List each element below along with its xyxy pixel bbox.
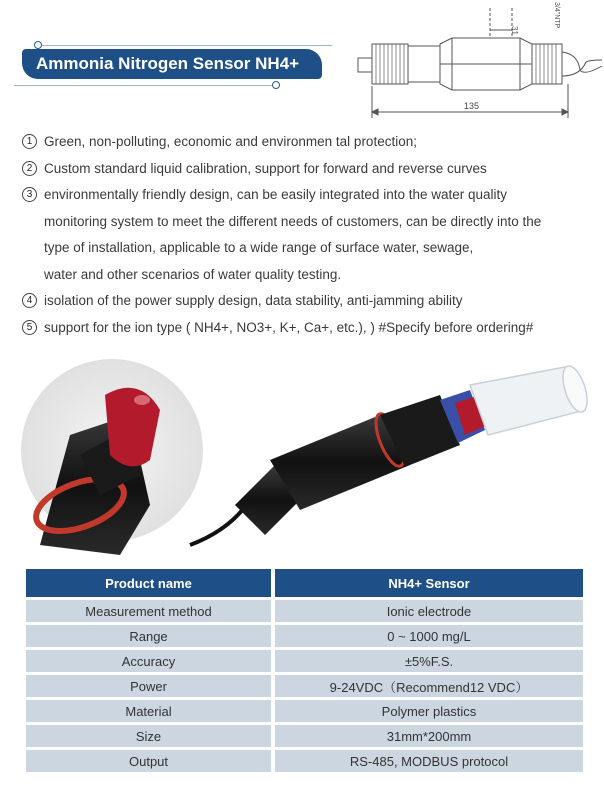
table-row (26, 650, 583, 672)
spec-table (22, 566, 587, 775)
sensor-photo (0, 355, 604, 555)
table-label-cell: Measurement method (26, 600, 271, 622)
table-value-cell: Ionic electrode (275, 600, 583, 622)
feature-text: support for the ion type ( NH4+, NO3+, K+, Ca+, etc.), ) #Specify before ordering# (44, 319, 534, 335)
title-dot-bottom (272, 81, 280, 89)
table-label-cell: Output (26, 750, 271, 772)
feature-number: 2 (22, 161, 37, 176)
feature-text: Green, non-polluting, economic and environmen tal protection; (44, 134, 417, 149)
table-row (26, 675, 583, 697)
feature-text-continued: water and other scenarios of water quality testing. (44, 266, 342, 282)
feature-text-continued: type of installation, applicable to a wide range of surface water, sewage, (44, 240, 474, 255)
sensor-full-body (190, 363, 592, 545)
thread-label: 3/4"NTP (553, 2, 560, 29)
feature-item (22, 291, 592, 318)
feature-text: isolation of the power supply design, data stability, anti-jamming ability (44, 293, 463, 308)
feature-item (22, 159, 592, 186)
table-value-cell: 31mm*200mm (275, 725, 583, 747)
table-label-cell: Range (26, 625, 271, 647)
table-header-row (26, 569, 583, 597)
dimension-drawing (340, 0, 604, 135)
dim-diameter: 31 (510, 26, 519, 35)
table-label-cell: Accuracy (26, 650, 271, 672)
table-label-cell: Material (26, 700, 271, 722)
table-value-cell: RS-485, MODBUS protocol (275, 750, 583, 772)
title-dot-top (34, 41, 42, 49)
table-row (26, 725, 583, 747)
feature-list (22, 132, 592, 344)
feature-number: 5 (22, 320, 37, 335)
feature-item (22, 132, 592, 159)
table-row (26, 600, 583, 622)
table-label-cell: Size (26, 725, 271, 747)
feature-item (22, 185, 592, 212)
title-banner (14, 36, 334, 92)
table-header-cell: Product name (26, 569, 271, 597)
page-title: Ammonia Nitrogen Sensor NH4+ (22, 49, 322, 79)
title-top-line (42, 45, 332, 46)
table-value-cell: 0 ~ 1000 mg/L (275, 625, 583, 647)
feature-text: Custom standard liquid calibration, support for forward and reverse curves (44, 160, 487, 176)
table-row (26, 625, 583, 647)
table-header-cell: NH4+ Sensor (275, 569, 583, 597)
feature-number: 3 (22, 187, 37, 202)
feature-number: 1 (22, 134, 37, 149)
feature-text: environmentally friendly design, can be easily integrated into the water quality (44, 187, 508, 202)
table-value-cell: 9-24VDC（Recommend12 VDC） (275, 675, 583, 697)
table-row (26, 700, 583, 722)
feature-number: 4 (22, 293, 37, 308)
table-row (26, 750, 583, 772)
feature-item (22, 318, 592, 345)
title-bottom-line (14, 85, 274, 86)
table-value-cell: ±5%F.S. (275, 650, 583, 672)
table-label-cell: Power (26, 675, 271, 697)
dim-length: 135 (464, 101, 480, 111)
table-value-cell: Polymer plastics (275, 700, 583, 722)
feature-text-continued: monitoring system to meet the different needs of customers, can be directly into the (44, 213, 542, 229)
